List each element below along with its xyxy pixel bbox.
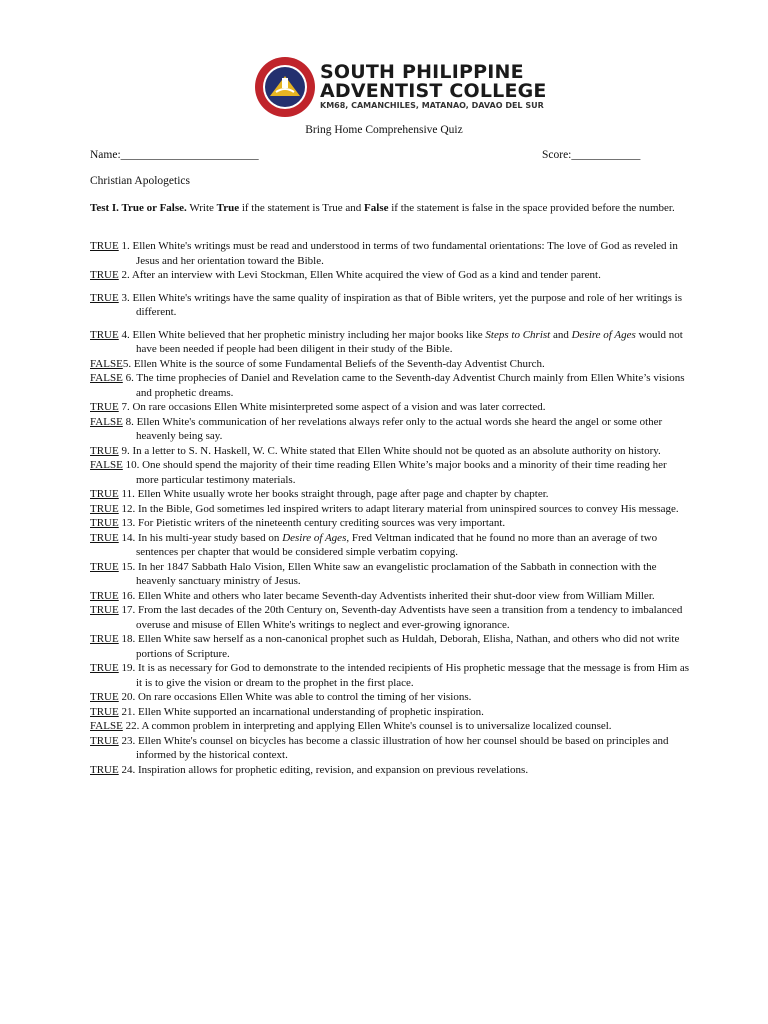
name-blank: ________________________ <box>120 149 259 161</box>
answer: TRUE <box>90 734 119 747</box>
answer: TRUE <box>90 240 119 252</box>
answer: TRUE <box>90 517 119 529</box>
quiz-item: FALSE 6. The time prophecies of Daniel and Revelation came to the Seventh-day Adventist Church mainly from Ellen White’s visions and prophetic dreams. <box>90 372 685 399</box>
quiz-item: TRUE 20. On rare occasions Ellen White was able to control the timing of her visions. <box>90 691 472 703</box>
quiz-title: Bring Home Comprehensive Quiz <box>305 124 463 136</box>
quiz-item: TRUE 19. It is as necessary for God to demonstrate to the intended recipients of His prophetic message that the message is from Him as it is to give the vision or dream to the prophet in the first place. <box>90 662 690 689</box>
quiz-item: TRUE 16. Ellen White and others who later became Seventh-day Adventists inherited their shut-door view from William Miller. <box>90 589 655 602</box>
answer: TRUE <box>90 691 119 703</box>
quiz-item: TRUE 14. In his multi-year study based on Desire of Ages, Fred Veltman indicated that he found no more than an average of two sentences per chapter that would be considered simple verbatim copying. <box>90 531 658 558</box>
quiz-item: TRUE 7. On rare occasions Ellen White misinterpreted some aspect of a vision and was later corrected. <box>90 401 546 413</box>
answer: TRUE <box>90 705 119 718</box>
answer: FALSE <box>90 357 123 370</box>
quiz-item: TRUE 3. Ellen White's writings have the same quality of inspiration as that of Bible writers, yet the purpose and role of her writings is different. <box>90 291 683 318</box>
quiz-item: TRUE 2. After an interview with Levi Stockman, Ellen White acquired the view of God as a kind and tender parent. <box>90 269 601 281</box>
answer: FALSE <box>90 415 123 428</box>
answer: FALSE <box>90 372 123 384</box>
answer: TRUE <box>90 560 119 573</box>
score-label: Score: <box>542 149 572 161</box>
answer: TRUE <box>90 763 119 776</box>
answer: TRUE <box>90 502 119 515</box>
answer: TRUE <box>90 488 119 500</box>
quiz-item: TRUE 15. In her 1847 Sabbath Halo Vision, Ellen White saw an evangelistic proclamation of the Sabbath in connection with the heavenly sanctuary ministry of Jesus. <box>90 560 657 587</box>
quiz-item: FALSE5. Ellen White is the source of some Fundamental Beliefs of the Seventh-day Adventist Church. <box>90 357 545 370</box>
answer: TRUE <box>90 444 119 457</box>
answer: FALSE <box>90 459 123 471</box>
answer: TRUE <box>90 589 119 602</box>
answer: TRUE <box>90 633 119 645</box>
answer: TRUE <box>90 401 119 413</box>
quiz-item: TRUE 24. Inspiration allows for prophetic editing, revision, and expansion on previous revelations. <box>90 763 529 776</box>
answer: TRUE <box>90 328 119 341</box>
quiz-item: FALSE 10. One should spend the majority of their time reading Ellen White’s major books and a minority of their time reading her more particular testimony materials. <box>90 459 667 486</box>
college-seal-icon <box>254 56 316 118</box>
letterhead <box>254 56 547 116</box>
answer: TRUE <box>90 291 119 304</box>
subject-title: Christian Apologetics <box>90 175 190 187</box>
quiz-item: TRUE 17. From the last decades of the 20th Century on, Seventh-day Adventists have seen a transition from a tendency to imbalanced overuse and misuse of Ellen White's writings to neglect and ever-growing ignorance. <box>90 604 683 631</box>
answer: TRUE <box>90 604 119 616</box>
quiz-items <box>90 239 690 777</box>
quiz-item: TRUE 21. Ellen White supported an incarnational understanding of prophetic inspiration. <box>90 705 484 718</box>
name-label: Name: <box>90 149 121 161</box>
score-blank: ____________ <box>571 149 641 161</box>
quiz-item: TRUE 4. Ellen White believed that her prophetic ministry including her major books like Steps to Christ and Desire of Ages would not have been needed if people had been diligent in their study of the Bible. <box>90 328 683 355</box>
name-field <box>90 149 259 161</box>
college-name: SOUTH PHILIPPINE ADVENTIST COLLEGE <box>320 61 547 102</box>
answer: TRUE <box>90 662 119 674</box>
answer: FALSE <box>90 720 123 732</box>
quiz-item: TRUE 23. Ellen White's counsel on bicycles has become a classic illustration of how her counsel should be based on principles and informed by the historical context. <box>90 734 669 761</box>
quiz-item: TRUE 12. In the Bible, God sometimes led inspired writers to adapt literary material from uninspired sources to convey His message. <box>90 502 679 515</box>
answer: TRUE <box>90 531 119 544</box>
quiz-item: TRUE 1. Ellen White's writings must be read and understood in terms of two fundamental orientations: The love of God as reveled in Jesus and her orientation toward the Bible. <box>90 240 678 267</box>
score-field <box>542 149 640 161</box>
quiz-item: TRUE 11. Ellen White usually wrote her books straight through, page after page and chapter by chapter. <box>90 488 549 500</box>
quiz-item: TRUE 13. For Pietistic writers of the nineteenth century crediting sources was very important. <box>90 517 506 529</box>
quiz-item: FALSE 22. A common problem in interpreting and applying Ellen White's counsel is to universalize localized counsel. <box>90 720 612 732</box>
instructions: Test I. True or False. Write True if the statement is True and False if the statement is false in the space provided before the number. <box>90 202 675 214</box>
answer: TRUE <box>90 269 119 281</box>
college-address: KM68, CAMANCHILES, MATANAO, DAVAO DEL SUR <box>320 101 544 110</box>
quiz-item: TRUE 18. Ellen White saw herself as a non-canonical prophet such as Huldah, Deborah, Elisha, Nathan, and others who did not write portions of Scripture. <box>90 633 680 660</box>
quiz-item: TRUE 9. In a letter to S. N. Haskell, W. C. White stated that Ellen White should not be quoted as an absolute authority on history. <box>90 444 661 457</box>
quiz-item: FALSE 8. Ellen White's communication of her revelations always refer only to the actual words she heard the angel or some other heavenly being say. <box>90 415 663 442</box>
